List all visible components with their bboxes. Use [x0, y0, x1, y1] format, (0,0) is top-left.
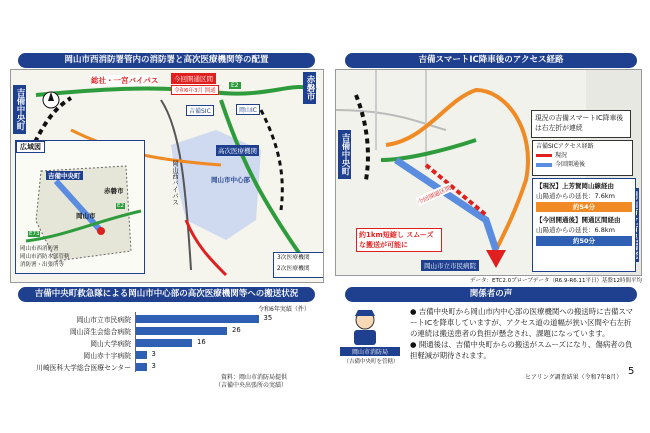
bar: [136, 339, 192, 347]
inset-label-okayama: 岡山市: [76, 212, 96, 220]
bypass-label: 総社・一宮バイパス: [91, 76, 159, 85]
new-route: 【今回開通後】開通区間経由: [536, 216, 621, 224]
inset-legend: [20, 245, 70, 269]
voice-bullets: [410, 306, 636, 361]
speaker-name: 岡山市消防局: [340, 347, 400, 356]
bar: [136, 327, 227, 335]
new-time: 約50分: [536, 236, 632, 246]
construction-label: 今回開通区間: [171, 73, 216, 84]
chart-unit: 令和6年実績（件）: [258, 306, 310, 313]
current-time: 約54分: [536, 202, 632, 212]
chart-source-line: 資料：岡山市消防局提供: [221, 374, 288, 381]
inset-title: 広域図: [16, 141, 45, 153]
opened-note: 令和6年3月 開通: [171, 85, 219, 95]
town-right-label: 赤磐市: [303, 72, 316, 104]
voice-bullet: ● 吉備中央町から岡山市内中心部の医療機関への搬送時に吉備スマートICを降車していますが、アクセス道の道幅が狭い区間や右左折の連続は搬送患者の負担が懸念され、課題になっています。: [410, 307, 633, 338]
ic-label-kibi: 吉備SIC: [186, 105, 214, 116]
route-legend-title: 吉備SICアクセス経路: [536, 143, 594, 150]
bypass-vertical-label: 岡山西バイパス: [171, 160, 179, 206]
bottom-right-panel-title: 関係者の声: [345, 287, 637, 302]
chart-source: [215, 374, 287, 390]
route-legend: [532, 140, 633, 176]
route-compare-box: [532, 178, 636, 272]
bar-value: 3: [151, 350, 156, 358]
city-label: 岡山市中心部: [211, 176, 250, 184]
inset-label-e73: E73: [29, 231, 40, 237]
bar: [136, 363, 147, 371]
voice-bullet: ● 開通後は、吉備中央町からの搬送がスムーズになり、傷病者の負担軽減が期待されます。: [410, 340, 633, 360]
town-left-label: 吉備中央町: [13, 85, 26, 134]
inset-map: [15, 140, 145, 274]
inset-legend-item: 消防署・出張所等: [20, 262, 65, 268]
voice-box: [340, 306, 638, 368]
bar-value: 16: [197, 338, 206, 346]
inset-legend-item: 岡山市西消防署: [20, 246, 59, 252]
vertical-left-label: 吉備中央町: [338, 130, 351, 179]
page-number: 5: [628, 366, 635, 377]
hospital-name-label: 岡山市立市民病院: [421, 260, 479, 271]
shortening-note: 約1km短縮し スムーズな搬送が可能に: [356, 228, 442, 252]
top-right-panel-title: 吉備スマートIC降車後のアクセス経路: [345, 53, 637, 68]
bar-value: 26: [232, 326, 241, 334]
legend-item-2nd: 2次医療機関: [277, 266, 310, 272]
route-legend-item-new: [536, 160, 629, 169]
route-legend-item-current: [536, 151, 629, 160]
map-legend: [273, 252, 324, 278]
chart-source-sub: （吉備中央出張所の実績）: [215, 382, 288, 389]
speed-note: 今回開通区間: [416, 184, 453, 207]
bar-label: 川崎医科大学総合医療センター: [36, 364, 131, 372]
inset-label-e2: E2: [117, 203, 124, 209]
bar-value: 35: [263, 314, 273, 322]
bar-label: 岡山大学病院: [90, 340, 131, 348]
route-e2-label: E2: [231, 82, 239, 89]
speaker-sub: （吉備中央町を管轄）: [343, 359, 399, 365]
voice-bullet-text: 吉備中央町から岡山市内中心部の医療機関への搬送時に吉備スマートICを降車していますが、アクセス道の道幅が狭い区間や右左折の連続は搬送患者の負担が懸念され、課題になっています。: [410, 307, 633, 338]
bar-value: 3: [151, 362, 156, 370]
route-legend-new-text: 今回開通後: [555, 161, 586, 168]
bar: [136, 351, 147, 359]
new-distance: 山陽道からの延長：6.8km: [536, 226, 615, 234]
bottom-left-panel-title: 吉備中央町救急隊による岡山市中心部の高次医療機関等への搬送状況: [18, 287, 315, 302]
hospital-label: 高次医療機関: [218, 147, 257, 155]
current-distance: 山陽道からの延長：7.6km: [536, 192, 615, 200]
inset-legend-item: 岡山市消防本部管轄: [20, 254, 70, 260]
legend-item-3rd: 3次医療機関: [277, 255, 310, 261]
top-right-map: [335, 69, 642, 276]
callout-box: 現況の吉備スマートIC降車後は右左折が連続: [531, 110, 631, 138]
speaker-icon: [348, 308, 382, 346]
top-left-panel-title: 岡山市西消防署管内の消防署と高次医療機関等の配置: [18, 53, 315, 68]
data-source: データ：ETC2.0プローブデータ（R6.9-R6.11平日）基盤12時間平均: [470, 278, 642, 284]
firefighter-icon: [348, 308, 382, 346]
top-left-map: [10, 69, 324, 283]
ic-label-okayama: 岡山IC: [236, 104, 260, 115]
bar: [136, 315, 259, 323]
bar-label: 岡山赤十字病院: [83, 352, 131, 360]
bar-label: 岡山市立市民病院: [76, 316, 131, 324]
inset-label-kibi: 吉備中央町: [48, 172, 81, 180]
route-legend-current-text: 現況: [555, 152, 568, 159]
voice-bullet-text: 開通後は、吉備中央町からの搬送がスムーズになり、傷病者の負担軽減が期待されます。: [410, 340, 633, 360]
current-route: 【現況】上芳賀岡山線経由: [536, 182, 614, 190]
hearing-footer: ヒアリング調査結果（令和7年8月）: [525, 374, 623, 381]
bar-label: 岡山済生会総合病院: [69, 328, 131, 336]
inset-label-akaiwa: 赤磐市: [104, 187, 124, 195]
bar-chart: [10, 312, 320, 374]
